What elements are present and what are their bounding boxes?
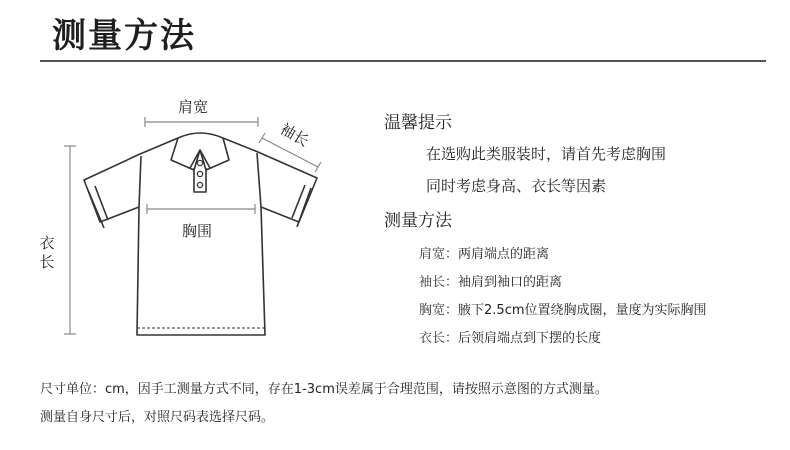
sleeve-length-label: 袖长 bbox=[277, 119, 312, 151]
method-row-chest bbox=[419, 299, 707, 318]
left-sleeve-cuff bbox=[88, 186, 108, 228]
tip-line-1: 在选购此类服装时，请首先考虑胸围 bbox=[426, 145, 667, 163]
tip-line-2: 同时考虑身高、衣长等因素 bbox=[426, 177, 607, 195]
body-length-label: 衣长 bbox=[39, 234, 55, 271]
button-2 bbox=[197, 171, 202, 176]
method-desc: 腋下2.5cm位置绕胸成圈，量度为实际胸围 bbox=[458, 303, 707, 318]
method-term: 袖长： bbox=[419, 275, 459, 290]
method-desc: 袖肩到袖口的距离 bbox=[458, 275, 563, 290]
method-heading: 测量方法 bbox=[384, 211, 452, 231]
tips-heading: 温馨提示 bbox=[384, 113, 452, 133]
button-3 bbox=[197, 182, 202, 187]
chest-label: 胸围 bbox=[182, 222, 213, 240]
method-term: 胸宽： bbox=[419, 303, 459, 318]
footer-note-size: 测量自身尺寸后，对照尺码表选择尺码。 bbox=[40, 410, 275, 425]
footer-note-units: 尺寸单位：cm，因手工测量方式不同，存在1-3cm误差属于合理范围，请按照示意图的方式测量。 bbox=[40, 382, 608, 397]
method-term: 肩宽： bbox=[419, 247, 459, 262]
method-term: 衣长： bbox=[419, 331, 459, 346]
method-row-length bbox=[419, 327, 601, 346]
button-1 bbox=[197, 160, 202, 165]
method-desc: 两肩端点的距离 bbox=[458, 247, 550, 262]
page-title: 测量方法 bbox=[52, 16, 196, 56]
method-row-shoulder bbox=[419, 243, 549, 262]
method-desc: 后领肩端点到下摆的长度 bbox=[458, 331, 602, 346]
method-row-sleeve bbox=[419, 271, 562, 290]
shoulder-width-label: 肩宽 bbox=[178, 98, 209, 116]
